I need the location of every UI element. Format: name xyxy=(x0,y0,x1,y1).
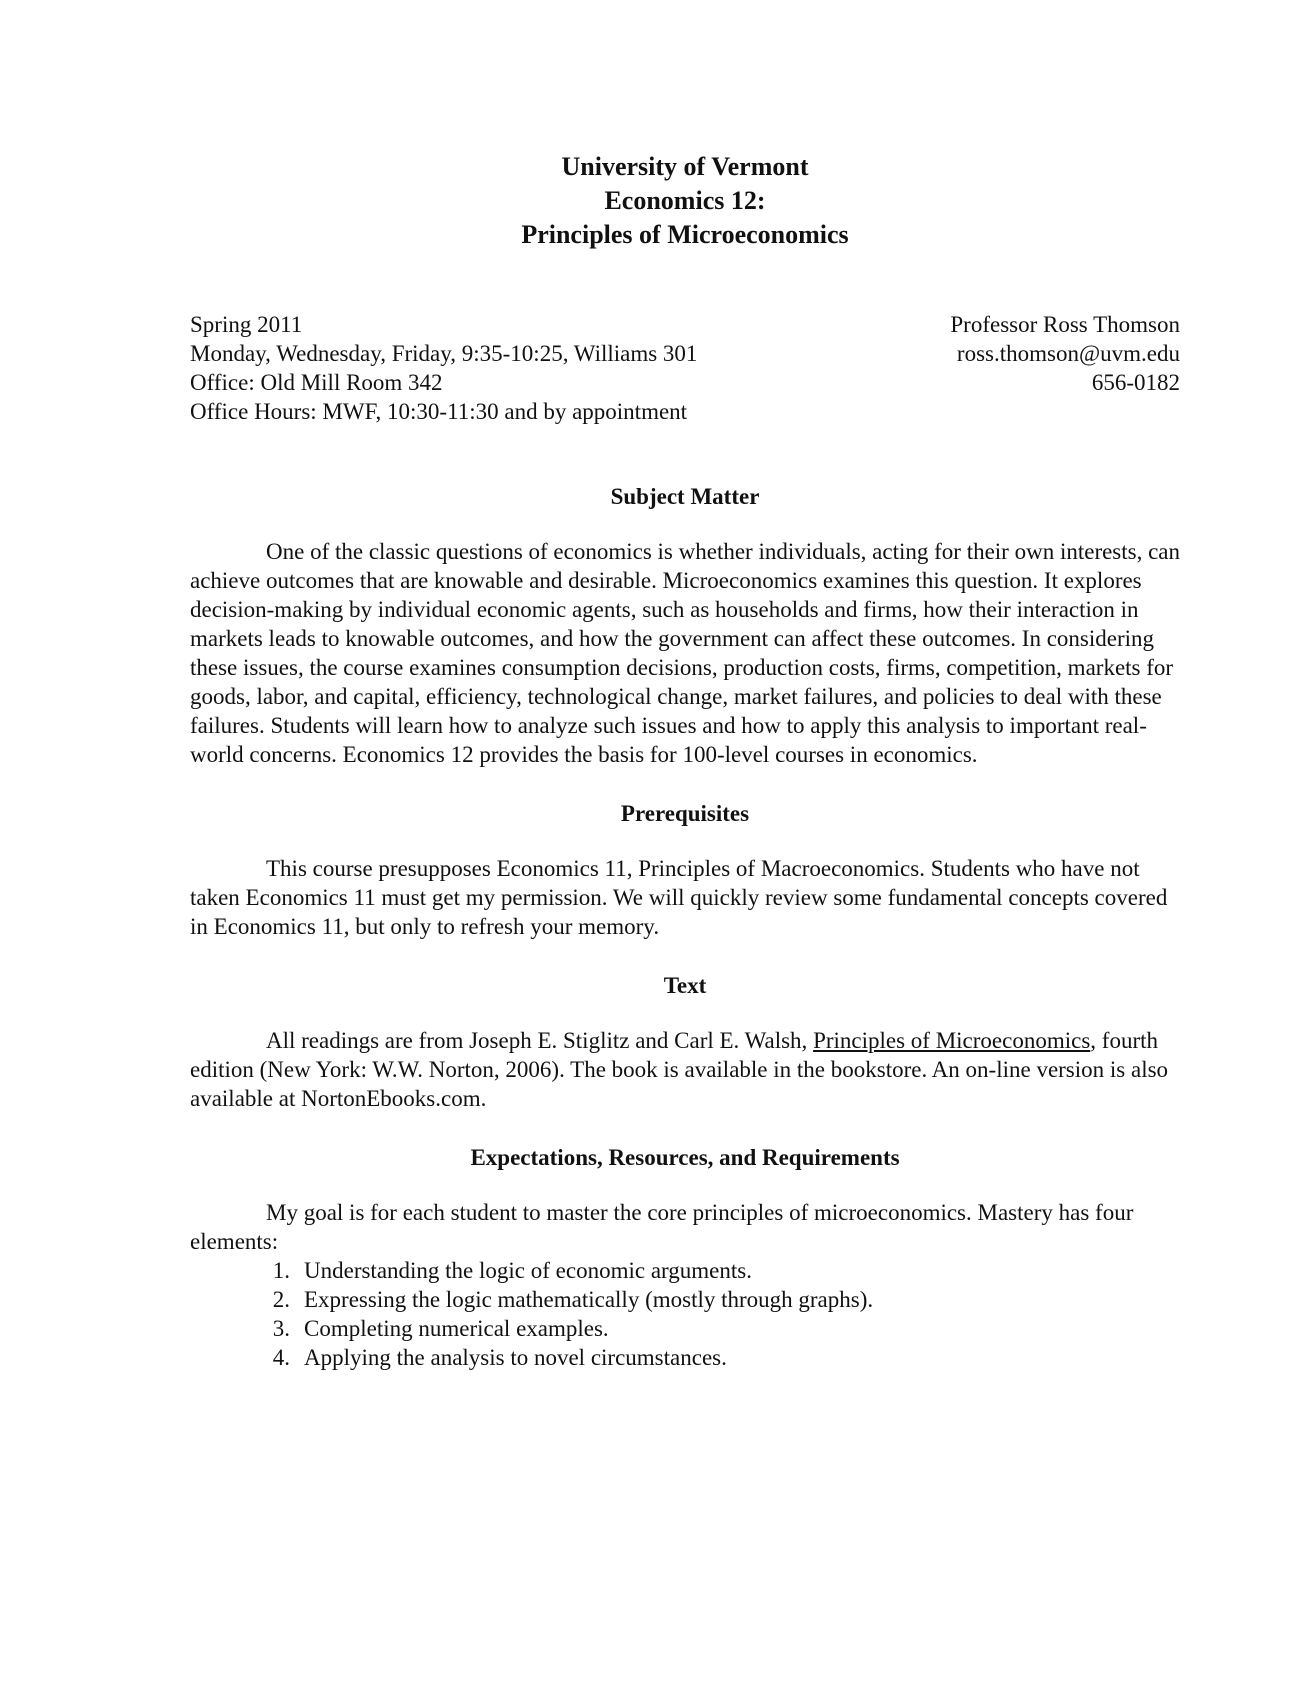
list-item-text: Applying the analysis to novel circumstances. xyxy=(304,1345,727,1370)
document-title xyxy=(190,150,1180,252)
professor-email: ross.thomson@uvm.edu xyxy=(956,341,1180,366)
office: Office: Old Mill Room 342 xyxy=(190,370,443,395)
list-item-number: 4. xyxy=(272,1345,290,1370)
syllabus-page xyxy=(190,150,1180,1372)
text-body xyxy=(190,1026,1180,1113)
subject-matter-heading: Subject Matter xyxy=(610,484,760,509)
term: Spring 2011 xyxy=(190,312,303,337)
text-heading: Text xyxy=(663,973,707,998)
book-title: Principles of Microeconomics xyxy=(813,1028,1091,1053)
course-number: Economics 12: xyxy=(604,186,766,215)
instructor-details xyxy=(950,310,1180,426)
course-name: Principles of Microeconomics xyxy=(521,220,849,249)
list-item-text: Completing numerical examples. xyxy=(304,1316,609,1341)
text-body-intro: All readings are from Joseph E. Stiglitz and Carl E. Walsh, xyxy=(266,1028,814,1053)
list-item-number: 3. xyxy=(272,1316,290,1341)
list-item xyxy=(266,1256,1180,1285)
office-hours: Office Hours: MWF, 10:30-11:30 and by appointment xyxy=(190,399,688,424)
list-item xyxy=(266,1343,1180,1372)
course-info xyxy=(190,310,1180,426)
expectations-intro: My goal is for each student to master the core principles of microeconomics. Mastery has four elements: xyxy=(190,1200,1134,1254)
professor-phone: 656-0182 xyxy=(1091,370,1180,395)
expectations-heading: Expectations, Resources, and Requirements xyxy=(470,1145,900,1170)
subject-matter-body: One of the classic questions of economics is whether individuals, acting for their own interests, can achieve outcomes that are knowable and desirable. Microeconomics examines this question. It explores decision-making by individual economic agents, such as households and firms, how their interaction in markets leads to knowable outcomes, and how the government can affect these outcomes. In considering these issues, the course examines consumption decisions, production costs, firms, competition, markets for goods, labor, and capital, efficiency, technological change, market failures, and policies to deal with these failures. Students will learn how to analyze such issues and how to apply this analysis to important real-world concerns. Economics 12 provides the basis for 100-level courses in economics. xyxy=(190,539,1181,767)
professor-name: Professor Ross Thomson xyxy=(950,312,1180,337)
list-item xyxy=(266,1314,1180,1343)
list-item-text: Expressing the logic mathematically (mostly through graphs). xyxy=(304,1287,874,1312)
course-details xyxy=(190,310,697,426)
prerequisites-heading: Prerequisites xyxy=(620,801,750,826)
university-name: University of Vermont xyxy=(561,152,809,181)
text-body-rest: , fourth edition (New York: W.W. Norton, 2006). The book is available in the bookstore. An on-line version is also available at NortonEbooks.com. xyxy=(190,1028,1169,1111)
list-item-text: Understanding the logic of economic arguments. xyxy=(304,1258,752,1283)
mastery-elements-list xyxy=(190,1256,1180,1372)
list-item-number: 1. xyxy=(272,1258,290,1283)
list-item-number: 2. xyxy=(272,1287,290,1312)
list-item xyxy=(266,1285,1180,1314)
prerequisites-body: This course presupposes Economics 11, Principles of Macroeconomics. Students who have not taken Economics 11 must get my permission. We will quickly review some fundamental concepts covered in Economics 11, but only to refresh your memory. xyxy=(190,856,1168,939)
schedule: Monday, Wednesday, Friday, 9:35-10:25, Williams 301 xyxy=(190,341,698,366)
